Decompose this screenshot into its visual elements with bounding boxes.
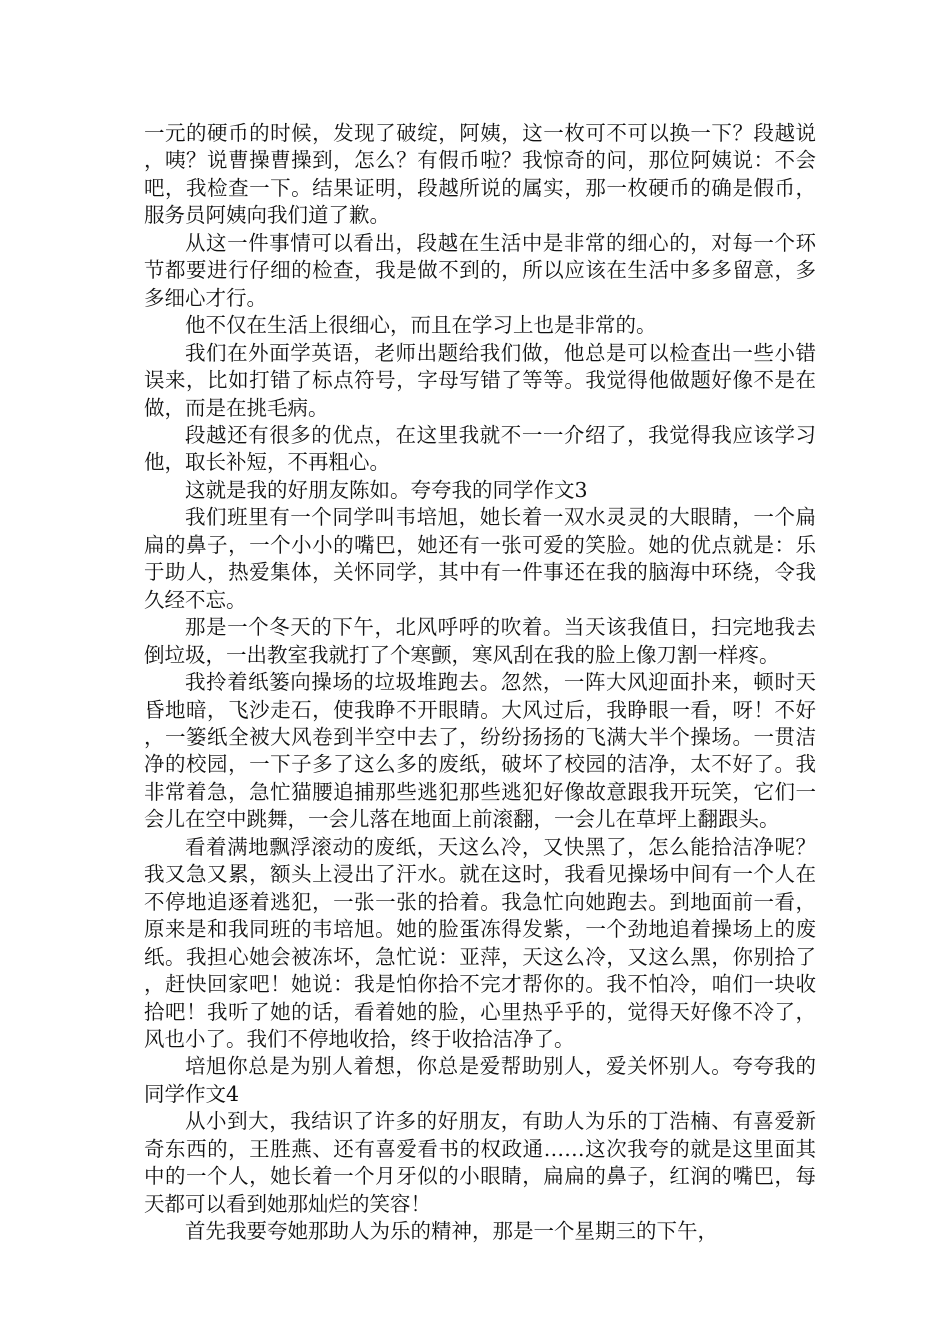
paragraph: 我们在外面学英语，老师出题给我们做，他总是可以检查出一些小错误来，比如打错了标点符号，字母写错了等等。我觉得他做题好像不是在做，而是在挑毛病。 bbox=[144, 340, 816, 420]
paragraph: 首先我要夸她那助人为乐的精神，那是一个星期三的下午， bbox=[185, 1219, 718, 1244]
paragraph: 我拎着纸篓向操场的垃圾堆跑去。忽然，一阵大风迎面扑来，顿时天昏地暗，飞沙走石，使我睁不开眼睛。大风过后，我睁眼一看，呀！不好，一篓纸全被大风卷到半空中去了，纷纷扬扬的飞满大半个操场。一贯洁净的校园，一下子多了这么多的废纸，破坏了校园的洁净，太不好了。我非常着急，急忙猫腰追捕那些逃犯那些逃犯好像故意跟我开玩笑，它们一会儿在空中跳舞，一会儿落在地面上前滚翻，一会儿在草坪上翻跟头。 bbox=[144, 670, 816, 832]
paragraph: 培旭你总是为别人着想，你总是爱帮助别人，爱关怀别人。夸夸我的同学作文4 bbox=[144, 1054, 816, 1106]
paragraph: 那是一个冬天的下午，北风呼呼的吹着。当天该我值日，扫完地我去倒垃圾，一出教室我就打了个寒颤，寒风刮在我的脸上像刀割一样疼。 bbox=[144, 615, 816, 667]
paragraph: 他不仅在生活上很细心，而且在学习上也是非常的。 bbox=[185, 313, 657, 338]
paragraph: 这就是我的好朋友陈如。夸夸我的同学作文3 bbox=[185, 477, 588, 502]
paragraph: 从小到大，我结识了许多的好朋友，有助人为乐的丁浩楠、有喜爱新奇东西的，王胜燕、还有喜爱看书的权政通……这次我夸的就是这里面其中的一个人，她长着一个月牙似的小眼睛，扁扁的鼻子，红润的嘴巴，每天都可以看到她那灿烂的笑容！ bbox=[144, 1109, 816, 1216]
paragraph: 看着满地飘浮滚动的废纸，天这么冷，又快黑了，怎么能拾洁净呢？我又急又累，额头上浸出了汗水。就在这时，我看见操场中间有一个人在不停地追逐着逃犯，一张一张的拾着。我急忙向她跑去。到地面前一看，原来是和我同班的韦培旭。她的脸蛋冻得发紫，一个劲地追着操场上的废纸。我担心她会被冻坏，急忙说：亚萍，天这么冷，又这么黑，你别拾了，赶快回家吧！她说：我是怕你拾不完才帮你的。我不怕冷，咱们一块收拾吧！我听了她的话，看着她的脸，心里热乎乎的，觉得天好像不冷了，风也小了。我们不停地收拾，终于收拾洁净了。 bbox=[144, 834, 816, 1051]
paragraph: 段越还有很多的优点，在这里我就不一一介绍了，我觉得我应该学习他，取长补短，不再粗心。 bbox=[144, 422, 816, 475]
paragraph: 我们班里有一个同学叫韦培旭，她长着一双水灵灵的大眼睛，一个扁扁的鼻子，一个小小的嘴巴，她还有一张可爱的笑脸。她的优点就是：乐于助人，热爱集体，关怀同学，其中有一件事还在我的脑海中环绕，令我久经不忘。 bbox=[144, 505, 816, 612]
paragraph: 从这一件事情可以看出，段越在生活中是非常的细心的，对每一个环节都要进行仔细的检查，我是做不到的，所以应该在生活中多多留意，多多细心才行。 bbox=[144, 230, 816, 310]
paragraph: 一元的硬币的时候，发现了破绽，阿姨，这一枚可不可以换一下？段越说，咦？说曹操曹操到，怎么？有假币啦？我惊奇的问，那位阿姨说：不会吧，我检查一下。结果证明，段越所说的属实，那一枚硬币的确是假币，服务员阿姨向我们道了歉。 bbox=[144, 121, 816, 228]
document-body bbox=[144, 120, 816, 1246]
